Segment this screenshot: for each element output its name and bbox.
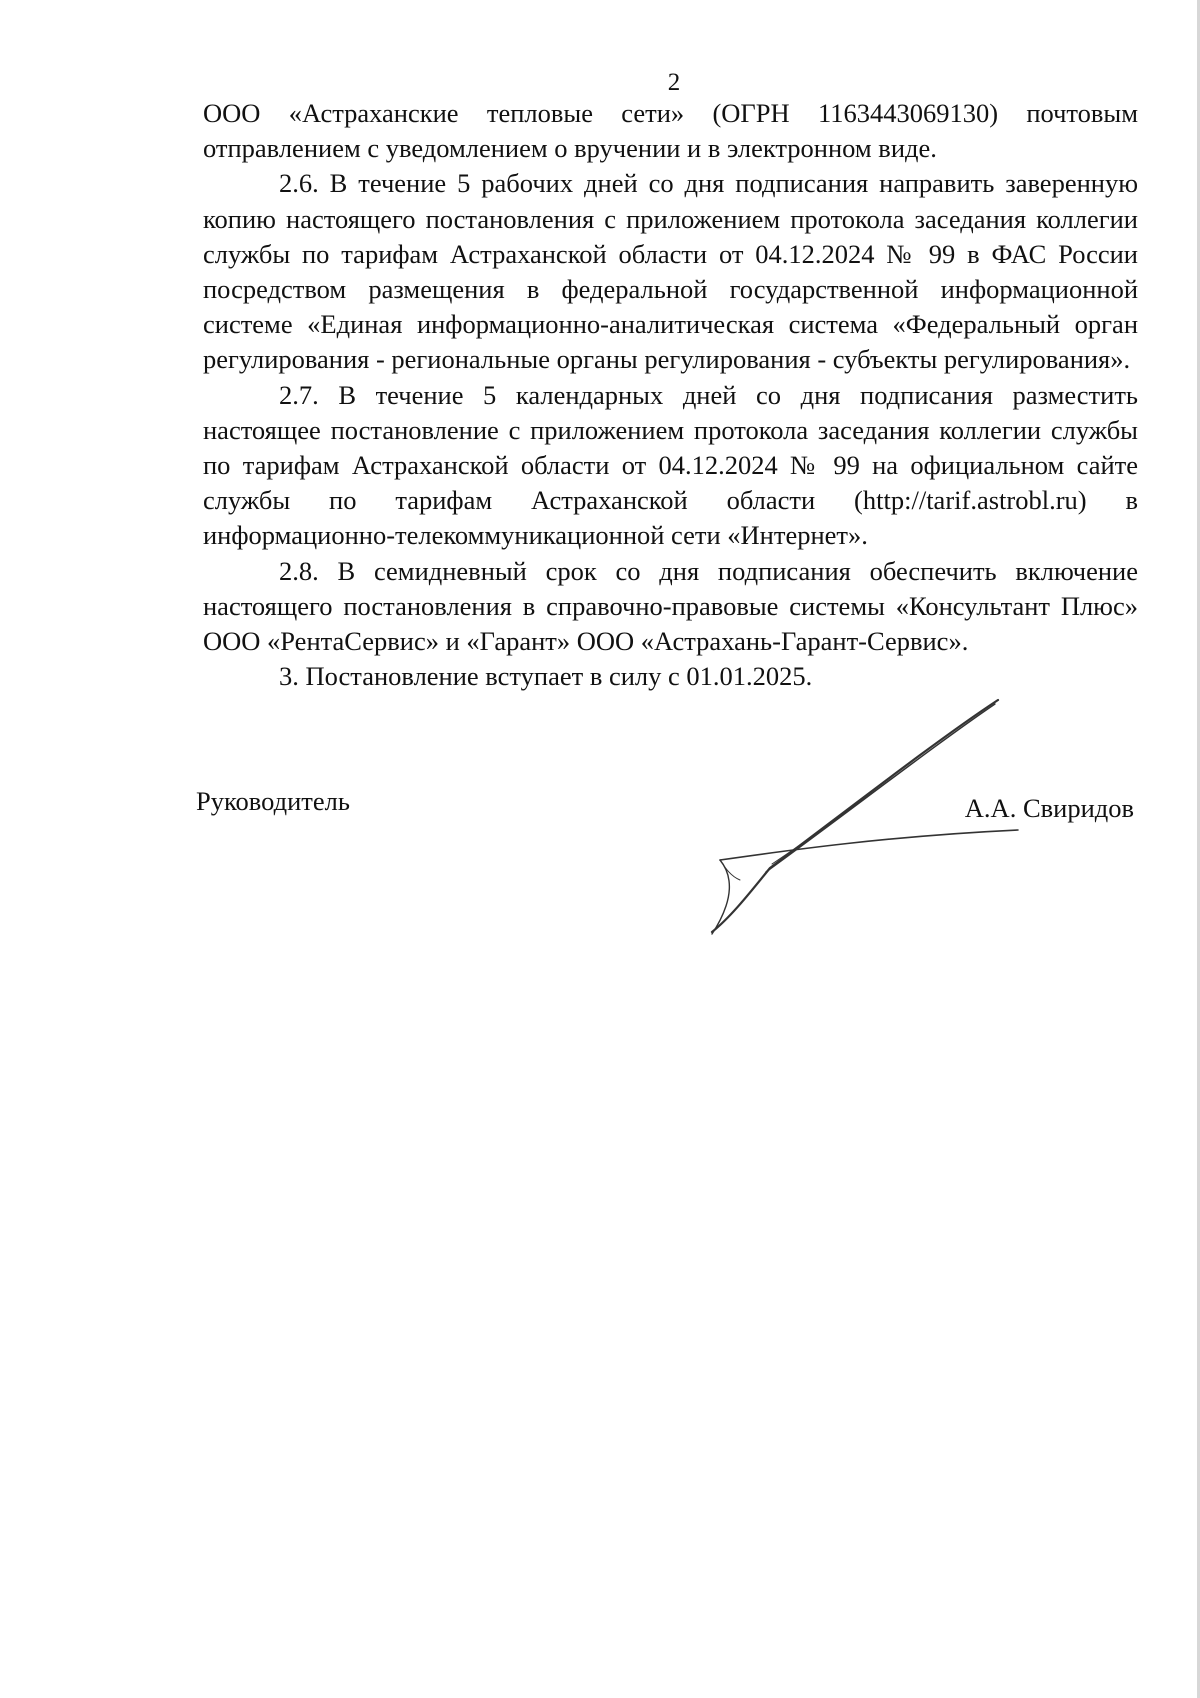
paragraph-2-7: 2.7. В течение 5 календарных дней со дня подписания разместить настоящее постановление с приложением протокола заседания коллегии службы по тарифам Астраханской области от 04.12.2024 № 99 на официальном сайте службы по тарифам Астраханской области (http://tarif.astrobl.ru) в информационно-телекоммуникационной сети «Интернет». bbox=[203, 379, 1138, 551]
signatory-title: Руководитель bbox=[196, 786, 350, 816]
paragraph-3: 3. Постановление вступает в силу с 01.01.2025. bbox=[279, 661, 813, 692]
document-body bbox=[203, 96, 1138, 694]
paragraph-2-6: 2.6. В течение 5 рабочих дней со дня подписания направить заверенную копию настоящего постановления с приложением протокола заседания коллегии службы по тарифам Астраханской области от 04.12.2024 № 99 в ФАС России посредством размещения в федеральной государственной информационной системе «Единая информационно-аналитическая система «Федеральный орган регулирования - региональные органы регулирования - субъекты регулирования». bbox=[203, 168, 1138, 375]
paragraph-2-8: 2.8. В семидневный срок со дня подписания обеспечить включение настоящего постановления в справочно-правовые системы «Консультант Плюс» ООО «РентаСервис» и «Гарант» ООО «Астрахань-Гарант-Сервис». bbox=[203, 555, 1138, 657]
signatory-name: А.А. Свиридов bbox=[964, 793, 1134, 823]
paragraph-continuation: ООО «Астраханские тепловые сети» (ОГРН 1163443069130) почтовым отправлением с уведомлением о вручении и в электронном виде. bbox=[203, 98, 1138, 164]
page-number: 2 bbox=[667, 69, 681, 96]
